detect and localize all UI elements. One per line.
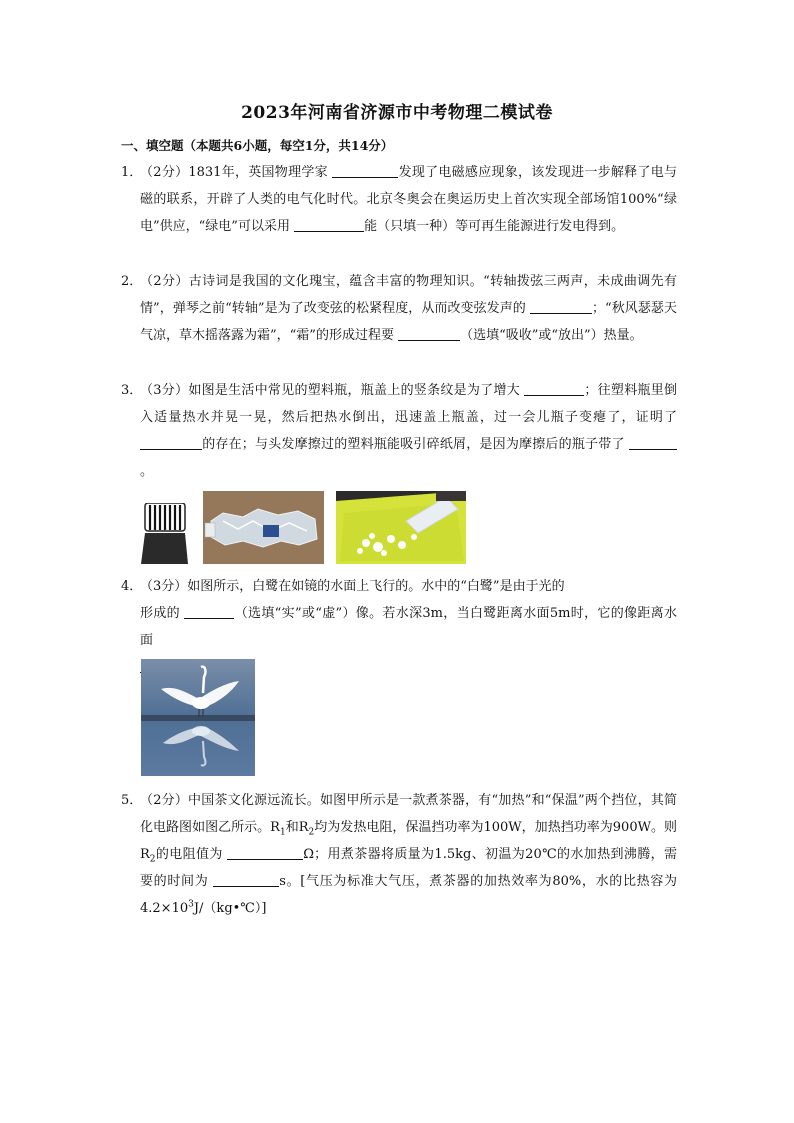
question-text: Ω；用煮茶器将质量为1.5kg、初温为20℃的水加热到沸腾，需要的时间为 (140, 847, 677, 889)
question-number: 1． (121, 165, 143, 180)
crushed-bottle-photo (203, 491, 324, 564)
question-5 (121, 787, 677, 922)
answer-blank[interactable] (140, 435, 202, 450)
question-text: 的存在；与头发摩擦过的塑料瓶能吸引碎纸屑，是因为摩擦后的瓶子带了 (202, 437, 625, 452)
answer-blank[interactable] (294, 217, 364, 232)
question-text: s。[气压为标准大气压，煮茶器的加热效率为80%，水的比热容为4.2×10 (140, 874, 677, 916)
question-text: 均为发热电阻，保温挡功率为100W，加热挡功率为900W。则R (140, 820, 677, 862)
answer-blank[interactable] (184, 604, 234, 619)
question-text: ；“秋风瑟瑟天气凉，草木摇落露为霜”，“霜”的形成过程要 (140, 301, 677, 343)
question-text: 的电阻值为 (155, 847, 223, 862)
subscript: 2 (308, 827, 315, 838)
question-text: 形成的 (140, 606, 180, 621)
question-text: （选填“实”或“虚”）像。若水深3m，当白鹭距离水面5m时，它的像距离水面 (140, 606, 677, 648)
question-3 (121, 377, 677, 485)
question-text: 。 (140, 464, 154, 479)
answer-blank[interactable] (213, 872, 279, 887)
bottle-attracting-paper-photo (336, 491, 466, 564)
question-text: （3分）如图是生活中常见的塑料瓶，瓶盖上的竖条纹是为了增大 (140, 383, 520, 398)
question-text: ；往塑料瓶里倒入适量热水并晃一晃，然后把热水倒出，迅速盖上瓶盖，过一会儿瓶子变瘪了，证明了 (140, 383, 677, 425)
question-text: 能（只填一种）等可再生能源进行发电得到。 (364, 219, 625, 234)
question-number: 2． (121, 274, 143, 289)
question-text: J/（kg•℃）] (193, 901, 267, 916)
answer-blank[interactable] (227, 845, 303, 860)
question-text: （2分）中国茶文化源远流长。如图甲所示是一款煮茶器，有“加热”和“保温”两个挡位，其简化电路图如图乙所示。R (140, 793, 677, 835)
answer-blank[interactable] (332, 163, 398, 178)
section-heading: 一、填空题（本题共6小题，每空1分，共14分） (121, 138, 394, 153)
answer-blank[interactable] (524, 381, 584, 396)
question-2 (121, 268, 677, 349)
question-number: 3． (121, 383, 143, 398)
bottle-cap-figure (141, 503, 188, 564)
question-text: 发现了电磁感应现象，该发现进一步解释了电与磁的联系，开辟了人类的电气化时代。北京冬奥会在奥运历史上首次实现全部场馆100%“绿电”供应，“绿电”可以采用 (140, 165, 677, 234)
question-text: 和R (285, 820, 309, 835)
question-text: （3分）如图所示，白鹭在如镜的水面上飞行的。水中的“白鹭”是由于光的 (140, 579, 565, 594)
question-number: 5． (121, 793, 143, 808)
question-text: （选填“吸收”或“放出”）热量。 (460, 328, 643, 343)
answer-blank[interactable] (398, 326, 460, 341)
egret-photo (141, 659, 255, 776)
question-1 (121, 159, 677, 240)
page-title: 2023年河南省济源市中考物理二模试卷 (241, 103, 553, 123)
answer-blank[interactable] (530, 299, 592, 314)
question-text: （2分）古诗词是我国的文化瑰宝，蕴含丰富的物理知识。“转轴拨弦三两声，未成曲调先有情”，弹琴之前“转轴”是为了改变弦的松紧程度，从而改变弦发声的 (140, 274, 677, 316)
question-text: （2分）1831年，英国物理学家 (140, 165, 328, 180)
superscript: 3 (188, 899, 194, 910)
subscript: 2 (149, 854, 156, 865)
question-number: 4． (121, 579, 143, 594)
answer-blank[interactable] (629, 435, 677, 450)
subscript: 1 (279, 827, 286, 838)
